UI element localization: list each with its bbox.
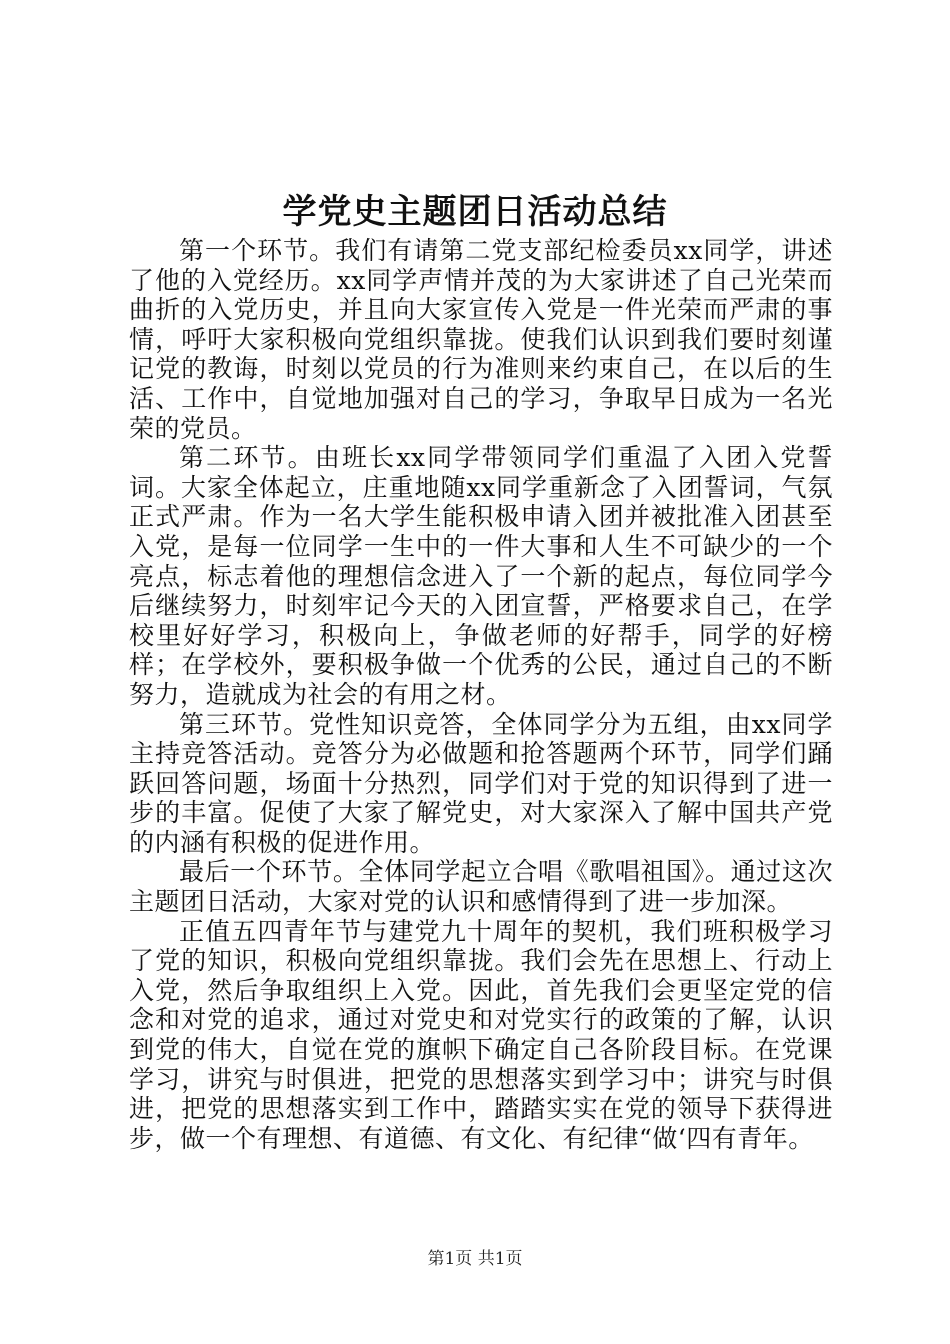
document-title: 学党史主题团日活动总结 (282, 192, 668, 232)
paragraph-5: 正值五四青年节与建党九十周年的契机，我们班积极学习了党的知识，积极向党组织靠拢。我们会先在思想上、行动上入党，然后争取组织上入党。因此，首先我们会更坚定党的信念和对党的追求，通过对党史和对党实行的政策的了解，认识到党的伟大，自觉在党的旗帜下确定自己各阶段目标。在党课学习，讲究与时俱进，把党的思想落实到学习中；讲究与时俱进，把党的思想落实到工作中，踏踏实实在党的领导下获得进步，做一个有理想、有道德、有文化、有纪律“做‘四有青年。 (129, 916, 833, 1153)
page-number-footer: 第1页 共1页 (427, 1249, 523, 1269)
paragraph-1: 第一个环节。我们有请第二党支部纪检委员xx同学，讲述了他的入党经历。xx同学声情并茂的为大家讲述了自己光荣而曲折的入党历史，并且向大家宣传入党是一件光荣而严肃的事情，呼吁大家积极向党组织靠拢。使我们认识到我们要时刻谨记党的教诲，时刻以党员的行为准则来约束自己，在以后的生活、工作中，自觉地加强对自己的学习，争取早日成为一名光荣的党员。 (129, 236, 833, 443)
paragraph-4: 最后一个环节。全体同学起立合唱《歌唱祖国》。通过这次主题团日活动，大家对党的认识和感情得到了进一步加深。 (129, 857, 833, 917)
paragraph-3: 第三环节。党性知识竞答，全体同学分为五组，由xx同学主持竞答活动。竞答分为必做题和抢答题两个环节，同学们踊跃回答问题，场面十分热烈，同学们对于党的知识得到了进一步的丰富。促使了大家了解党史，对大家深入了解中国共产党的内涵有积极的促进作用。 (129, 709, 833, 857)
document-body (129, 236, 833, 1153)
paragraph-2: 第二环节。由班长xx同学带领同学们重温了入团入党誓词。大家全体起立，庄重地随xx同学重新念了入团誓词，气氛正式严肃。作为一名大学生能积极申请入团并被批准入团甚至入党，是每一位同学一生中的一件大事和人生不可缺少的一个亮点，标志着他的理想信念进入了一个新的起点，每位同学今后继续努力，时刻牢记今天的入团宣誓，严格要求自己，在学校里好好学习，积极向上，争做老师的好帮手，同学的好榜样；在学校外，要积极争做一个优秀的公民，通过自己的不断努力，造就成为社会的有用之材。 (129, 443, 833, 709)
